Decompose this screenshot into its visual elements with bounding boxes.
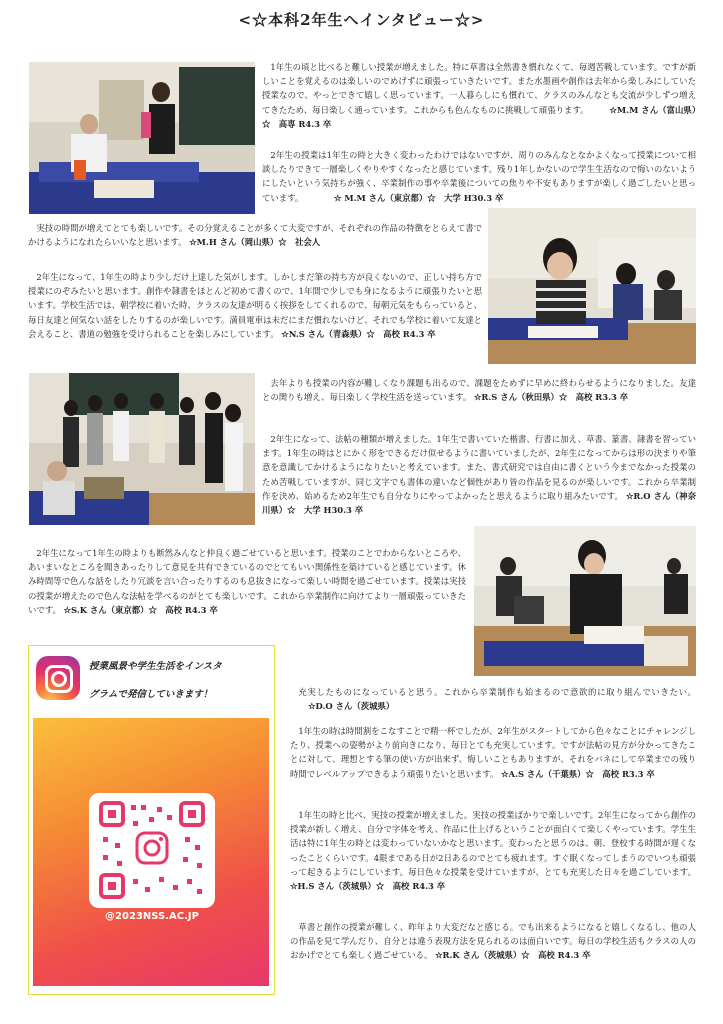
interview-6 (262, 432, 696, 517)
interview-10 (290, 808, 696, 893)
interview-2 (262, 148, 696, 205)
interview-signature: ☆R.K さん（茨城県）☆ 高校 R4.3 卒 (435, 950, 591, 961)
interview-text: 1年生の時は時間割をこなすことで精一杯でしたが、2年生がスタートしてから色々なことにチャレンジしたり、授業への姿勢がより前向きになり、毎日とても充実しています。ですが法帖の見方が分かってきたことに対して、理想とする筆の使い方が出来ず、悔しいこともありますが、それをバネにして卒業までの残り時間でレベルアップできるよう頑張りたいと思います。 (290, 726, 696, 779)
interview-signature: ☆H.S さん（茨城県）☆ 高校 R4.3 卒 (290, 881, 446, 892)
instagram-handle[interactable]: @2023NSS.AC.JP (105, 911, 199, 922)
interview-text: 実技の時間が増えてとても楽しいです。その分覚えることが多くて大変ですが、それぞれの作品の特徴をとらえて書でかけるようになれたらいいなと思います。 (28, 223, 482, 248)
instagram-caption-line-2: グラムで発信していきます！ (89, 689, 213, 700)
classroom-photo-1 (29, 62, 255, 214)
interview-signature: ☆R.S さん（秋田県）☆ 高校 R3.3 卒 (473, 392, 629, 403)
interview-signature: ☆D.O さん（茨城県） (308, 701, 395, 712)
interview-signature: ☆ M.M さん（東京都）☆ 大学 H30.3 卒 (333, 192, 504, 203)
interview-signature: ☆R.O さん（神奈川県）☆ 大学 H30.3 卒 (262, 490, 696, 516)
interview-text: 1年生の時と比べ、実技の授業が増えました。実技の授業ばかりで楽しいです。2年生になってから創作の授業が新しく増え、自分で字体を考え、作品に仕上げるということが面白くて楽しくやっています。学生生活は特に1年生の時とは変わっていないかなと思います。変わったと思うのは、朝、登校する時間が遅くなったことくらいです。4限まである日が2日あるのでとても疲れます。すぐ眠くなってしまうのでいつも頑張って起きるようにしています。毎日色々な授業を受けていますが、とても充実した日々を過ごしています。 (290, 810, 696, 877)
classroom-photo-2 (488, 208, 696, 364)
interview-text: 1年生の頃と比べると難しい授業が増えました。特に草書は全然書き慣れなくて、毎週苦戦しています。ですが新しいことを覚えるのは楽しいのでめげずに頑張っていきたいです。また水墨画や創作は去年から楽しみにしていた授業なので、やっとできて嬉しく思っています。一人暮らしにも慣れて、クラスのみんなとも交流が少しずつ増えてきたため、毎日楽しく通っています。これからも色んなものに挑戦して頑張ります。 (262, 62, 696, 115)
interview-signature: ☆M.H さん（岡山県）☆ 社会人 (189, 237, 321, 248)
instagram-caption-line-1: 授業風景や学生生活をインスタ (89, 661, 222, 672)
instagram-promo (28, 645, 275, 995)
interview-text: 2年生になって、法帖の種類が増えました。1年生で書いていた楷書、行書に加え、草書、篆書、隷書を習っています。1年生の時はとにかく形をできるだけ似せるように書いていましたが、2年生になってからは形の決まりや筆意を意識してかけるようになりたいと考えています。また、書式研究では自由に書くという今までなかった授業のため苦戦していますが、同じ文字でも書体の違いなど個性があり皆の作品を見るのが楽しいです。これから卒業制作を決め、始めるため2年生でも自分なりにやってよかったと思えるように取り組みたいです。 (262, 434, 696, 501)
classroom-photo-3 (29, 373, 255, 525)
interview-text: 草書と創作の授業が難しく、昨年より大変だなと感じる。でも出来るようになると嬉しくなるし、他の人の作品を見て学んだり、自分とは違う表現方法を見られるのは面白いです。毎日の学校生活もクラスの人のおかげでとても楽しく過ごせている。 (290, 922, 696, 961)
interview-text: 去年よりも授業の内容が難しくなり課題も出るので、課題をためずに早めに終わらせるようになりました。友達との関りも増え、毎日楽しく学校生活を送っています。 (262, 378, 696, 403)
interview-signature: ☆M.M さん（富山県）☆ 高専 R4.3 卒 (262, 104, 696, 129)
interview-text: 2年生の授業は1年生の時と大きく変わったわけではないですが、周りのみんなとなかよくなって授業について相談したりできて一層楽しくやりやすくなったと感じています。残り1年しかないので学生生活なので悔いのないようにしたいという気持ちが強く、卒業制作の事や卒業後についての焦りや不安もありますが楽しく過ごしたいと思っています。 (262, 150, 696, 203)
interview-1 (262, 60, 696, 131)
page-title: <☆本科2年生へインタビュー☆> (238, 11, 485, 29)
interview-5 (262, 376, 696, 404)
interview-text: 2年生になって1年生の時よりも断然みんなと仲良く過ごせていると思います。授業のことでわからないところや、あいまいなところを聞きあったりして意見を共有できているのでとてもいい関係性を築けていると感じています。休み時間等で色んな話をしたり冗談を言い合ったりするのも息抜きになって楽しい時間を過ごせています。授業は実技の授業が増えたので色んな法帖を学べるのがとても楽しいです。これから卒業制作に向けてより一層頑張っていきたいです。 (28, 548, 466, 615)
interview-3 (28, 221, 482, 249)
interview-4 (28, 270, 482, 341)
interview-7 (28, 546, 466, 617)
interview-text: 2年生になって、1年生の時より少しだけ上達した気がします。しかしまだ筆の持ち方が良くないので、正しい持ち方で授業にのぞみたいと思います。創作や隷書をほとんど初めて書くので、1年間で少しでも身になるように頑張りたいと思います。学校生活では、朝学校に着いた時、クラスの友達が明るく挨拶をしてくれるので、毎朝元気をもらっていると、毎日友達と何気ない話をしたりするのが楽しいです。満員電車は未だにまだ慣れないけど、それでも学校に着いて友達と会えること、書道の勉強を受けられることを楽しみにしています。 (28, 272, 482, 339)
interview-9 (290, 724, 696, 781)
interview-11 (290, 920, 696, 963)
interview-signature: ☆A.S さん（千葉県）☆ 高校 R3.3 卒 (501, 768, 655, 779)
interview-signature: ☆N.S さん（青森県）☆ 高校 R4.3 卒 (281, 328, 436, 339)
instagram-gradient-panel (33, 718, 269, 986)
qr-code[interactable] (89, 793, 215, 908)
interview-signature: ☆S.K さん（東京都）☆ 高校 R4.3 卒 (63, 604, 218, 615)
classroom-photo-4 (474, 526, 696, 676)
instagram-logo-icon (36, 656, 80, 700)
interview-text: 充実したものになっていると思う。これから卒業制作も始まるので意欲的に取り組んでいきたい。 (298, 687, 696, 697)
interview-8 (290, 685, 696, 713)
